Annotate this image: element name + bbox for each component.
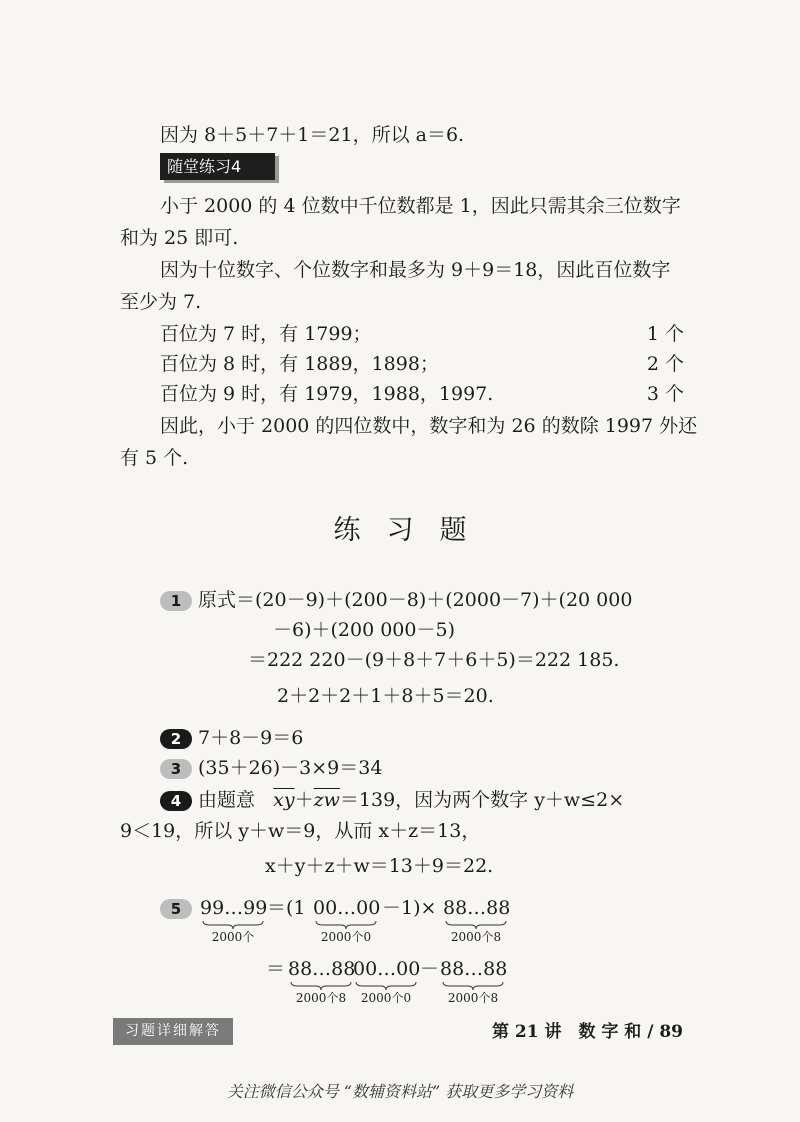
brace-group-f bbox=[440, 957, 506, 1005]
problem-4-overline-zw: $\overline{zw}$ bbox=[313, 789, 340, 811]
case-8-count: 2 个 bbox=[646, 353, 684, 375]
problem-4-prefix: 由题意 bbox=[198, 789, 256, 811]
problem-1-line3: ＝222 220－(9＋8＋7＋6＋5)＝222 185. bbox=[248, 649, 620, 671]
brace-d-sub: 2000个8 bbox=[295, 991, 347, 1005]
brace-group-d bbox=[288, 957, 354, 1005]
brace-a-top: 99…99 bbox=[200, 897, 268, 919]
case-8-text: 百位为 8 时，有 1889，1898； bbox=[160, 353, 439, 375]
para3-line1: 因此，小于 2000 的四位数中，数字和为 26 的数除 1997 外还 bbox=[160, 415, 698, 437]
brace-group-b bbox=[313, 896, 379, 944]
problem-5-eq2: ＝ bbox=[266, 958, 286, 980]
watermark-text: 关注微信公众号 “数辅资料站” 获取更多学习资料 bbox=[226, 1082, 574, 1101]
problem-2 bbox=[160, 725, 303, 751]
footer-page-number: 第 21 讲 数 字 和 / 89 bbox=[491, 1022, 683, 1042]
problem-5-minus: － bbox=[420, 958, 440, 980]
case-7-count: 1 个 bbox=[646, 323, 684, 345]
problem-1-line2: －6)＋(200 000－5) bbox=[273, 619, 455, 641]
underbrace-icon bbox=[355, 981, 417, 991]
problem-3 bbox=[160, 755, 382, 781]
underbrace-icon bbox=[445, 920, 507, 930]
problem-2-text: 7＋8－9＝6 bbox=[198, 727, 304, 749]
para1-line1: 小于 2000 的 4 位数中千位数都是 1，因此只需其余三位数字 bbox=[160, 195, 681, 217]
para2-line1: 因为十位数字、个位数字和最多为 9＋9＝18，因此百位数字 bbox=[160, 259, 671, 281]
brace-b-top: 00…00 bbox=[313, 897, 381, 919]
problem-5-number-wrap bbox=[160, 895, 198, 921]
brace-d-top: 88…88 bbox=[288, 958, 356, 980]
underbrace-icon bbox=[290, 981, 352, 991]
problem-4-line3: x＋y＋z＋w＝13＋9＝22. bbox=[265, 855, 494, 877]
brace-a-sub: 2000个 bbox=[211, 930, 255, 944]
para3-line2: 有 5 个. bbox=[120, 447, 189, 469]
brace-b-sub: 2000个0 bbox=[320, 930, 372, 944]
problem-5-eq1: ＝(1 bbox=[267, 897, 306, 919]
problem-2-number: 2 bbox=[160, 729, 192, 749]
underbrace-icon bbox=[442, 981, 504, 991]
case-7-text: 百位为 7 时，有 1799； bbox=[160, 323, 372, 345]
problem-4-line1 bbox=[160, 787, 624, 813]
underbrace-icon bbox=[315, 920, 377, 930]
footer-tag: 习题详细解答 bbox=[113, 1018, 233, 1045]
case-9-count: 3 个 bbox=[646, 383, 684, 405]
problem-4-line2: 9＜19，所以 y＋w＝9，从而 x＋z＝13， bbox=[120, 820, 481, 842]
problem-4-overline-xy: $\overline{xy}$ bbox=[273, 789, 295, 811]
brace-c-top: 88…88 bbox=[443, 897, 511, 919]
problem-3-text: (35＋26)－3×9＝34 bbox=[198, 757, 383, 779]
brace-e-top: 00…00 bbox=[353, 958, 421, 980]
practice-badge: 随堂练习4 bbox=[160, 153, 275, 180]
section-title: 练习题 bbox=[333, 515, 493, 546]
problem-4-number: 4 bbox=[160, 791, 192, 811]
underbrace-icon bbox=[202, 920, 264, 930]
para2-line2: 至少为 7. bbox=[120, 291, 202, 313]
problem-3-number: 3 bbox=[160, 759, 192, 779]
problem-4-plus: ＋ bbox=[294, 789, 314, 811]
brace-group-a bbox=[200, 896, 266, 944]
brace-f-sub: 2000个8 bbox=[447, 991, 499, 1005]
para1-line2: 和为 25 即可. bbox=[120, 227, 239, 249]
brace-e-sub: 2000个0 bbox=[360, 991, 412, 1005]
problem-1-line1 bbox=[160, 587, 632, 613]
brace-group-e bbox=[353, 957, 419, 1005]
problem-5-number: 5 bbox=[160, 899, 192, 919]
problem-1-text1: 原式＝(20－9)＋(200－8)＋(2000－7)＋(20 000 bbox=[198, 589, 633, 611]
problem-4-rest: ＝139，因为两个数字 y＋w≤2× bbox=[339, 789, 625, 811]
problem-5-mid: －1)× bbox=[382, 897, 437, 919]
problem-1-number: 1 bbox=[160, 591, 192, 611]
intro-line: 因为 8＋5＋7＋1＝21，所以 a＝6. bbox=[160, 124, 465, 146]
brace-c-sub: 2000个8 bbox=[450, 930, 502, 944]
brace-f-top: 88…88 bbox=[440, 958, 508, 980]
problem-1-line4: 2＋2＋2＋1＋8＋5＝20. bbox=[277, 685, 494, 707]
brace-group-c bbox=[443, 896, 509, 944]
case-9-text: 百位为 9 时，有 1979，1988，1997. bbox=[160, 383, 494, 405]
